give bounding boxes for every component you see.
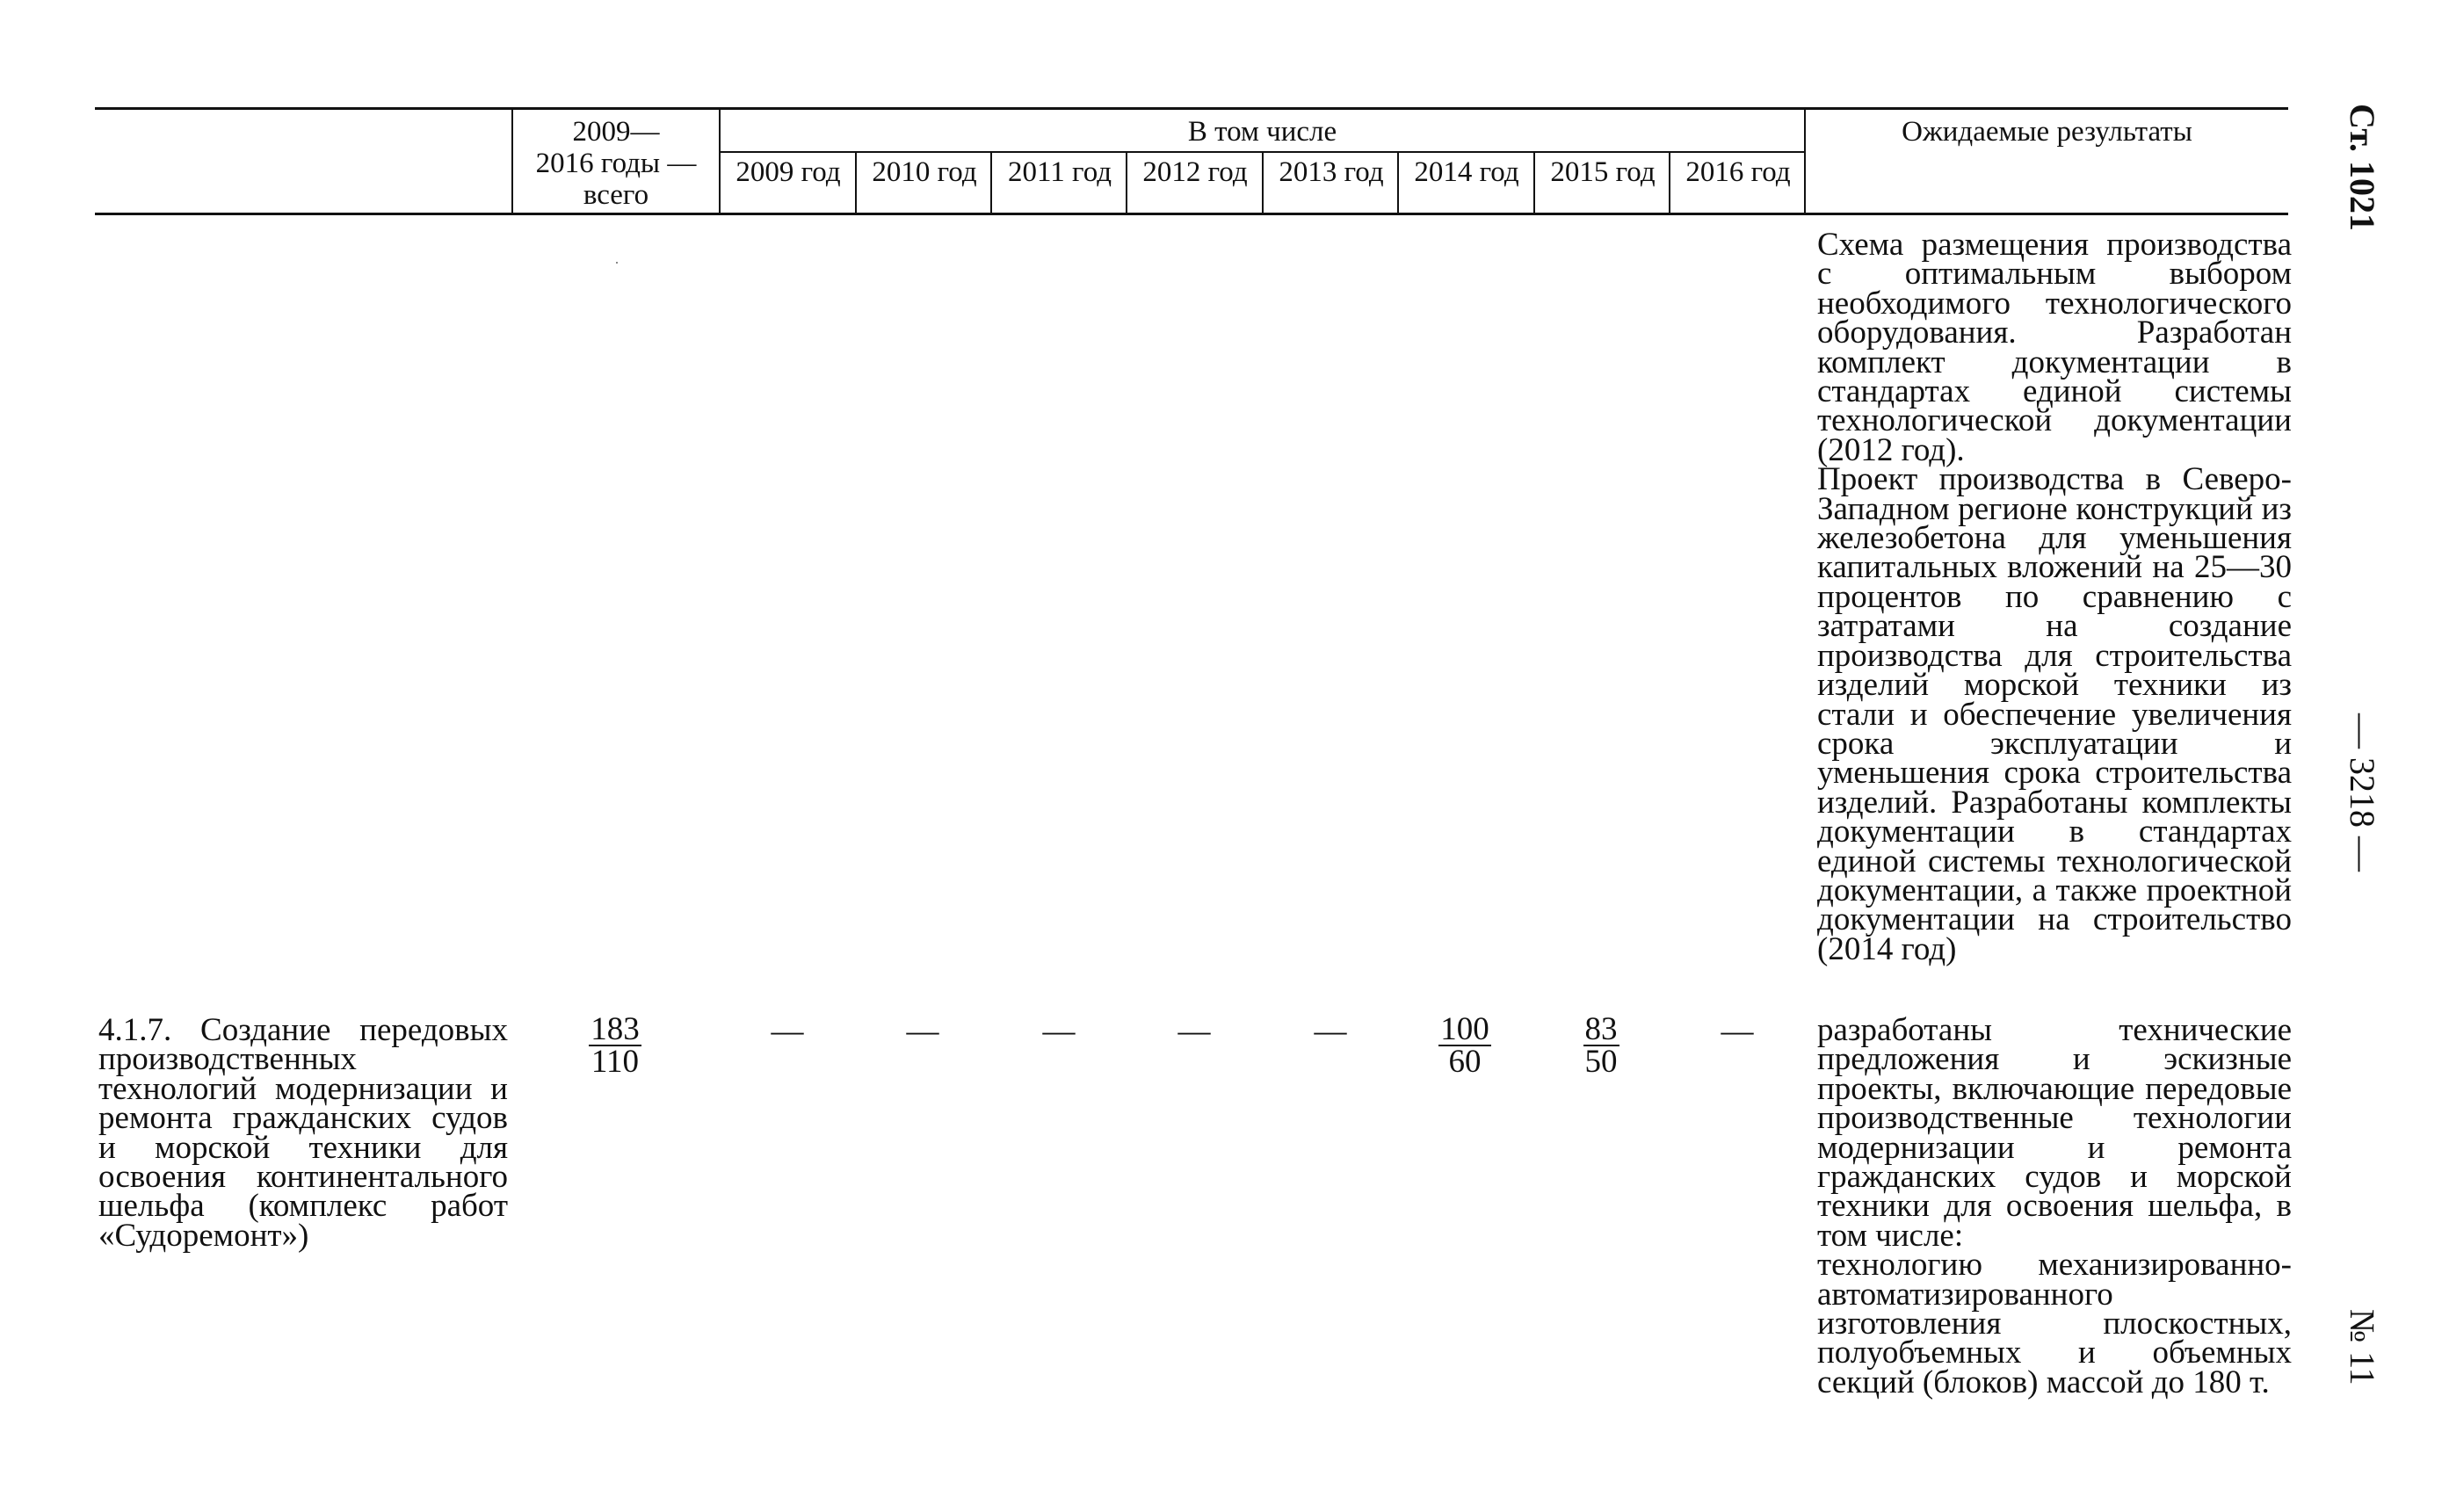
header-total-column [513,116,719,211]
fraction-2015 [1553,1011,1649,1080]
header-year-2009: 2009 год [735,156,841,188]
issue-number: № 11 [2343,1309,2382,1385]
numerator-2015: 83 [1584,1011,1618,1047]
row-results [1817,1012,2292,1400]
page-number: — 3218 — [2343,713,2382,872]
result-paragraph: Схема размещения производства с оптимальным выбором необходимого технологического оборудования. Разработан комплект документации в стандартах единой системы технологической документации (2012 год). [1817,227,2292,468]
header-year-2013: 2013 год [1279,156,1384,188]
header-expected-results: Ожидаемые результаты [1902,116,2192,148]
cell-2016: — [1721,1013,1754,1049]
cell-2011: — [1042,1013,1076,1049]
article-number: Ст. 1021 [2343,104,2382,231]
header-year-2015: 2015 год [1550,156,1656,188]
header-total-line: 2016 годы — [535,148,697,179]
cell-2012: — [1177,1013,1211,1049]
result-paragraph: разработаны технические предложения и эскизные проекты, включающие передовые производственные технологии модернизации и ремонта гражданских судов и морской техники для освоения шельфа, в том числе: [1817,1012,2292,1254]
scan-speck [616,262,618,264]
table-header-bottom-rule [95,213,2288,215]
row-name [98,1012,508,1254]
header-including: В том числе [1187,116,1337,148]
header-year-2010: 2010 год [872,156,977,188]
header-total-line: всего [583,179,649,211]
total-fraction [567,1011,663,1080]
header-year-2011: 2011 год [1007,156,1112,188]
cell-2013: — [1314,1013,1347,1049]
header-year-2014: 2014 год [1414,156,1519,188]
fraction-2014 [1417,1011,1513,1080]
denominator-2015: 50 [1584,1044,1618,1080]
cell-2010: — [906,1013,939,1049]
header-total-line: 2009— [572,116,660,148]
row-name-text: 4.1.7. Создание передовых производственных технологий модернизации и ремонта гражданских судов и морской техники для освоения континентального шельфа (комплекс работ «Судоремонт») [98,1012,508,1254]
denominator-2014: 60 [1448,1044,1482,1080]
header-year-2016: 2016 год [1685,156,1791,188]
table-top-rule [95,107,2288,110]
total-denominator: 110 [591,1044,640,1080]
prev-row-results [1817,227,2292,967]
total-numerator: 183 [591,1011,640,1047]
result-paragraph: технологию механизированно-автоматизированного изготовления плоскостных, полуобъемных и объемных секций (блоков) массой до 180 т. [1817,1247,2292,1400]
header-year-2012: 2012 год [1142,156,1248,188]
numerator-2014: 100 [1440,1011,1489,1047]
result-paragraph: Проект производства в Северо-Западном регионе конструкций из железобетона для уменьшения капитальных вложений на 25—30 процентов по сравнению с затратами на создание производства для строительства изделий морской техники из стали и обеспечение увеличения срока эксплуатации и уменьшения срока строительства изделий. Разработаны комплекты документации в стандартах единой системы технологической документации, а также проектной документации на строительство (2014 год) [1817,461,2292,967]
cell-2009: — [771,1013,804,1049]
